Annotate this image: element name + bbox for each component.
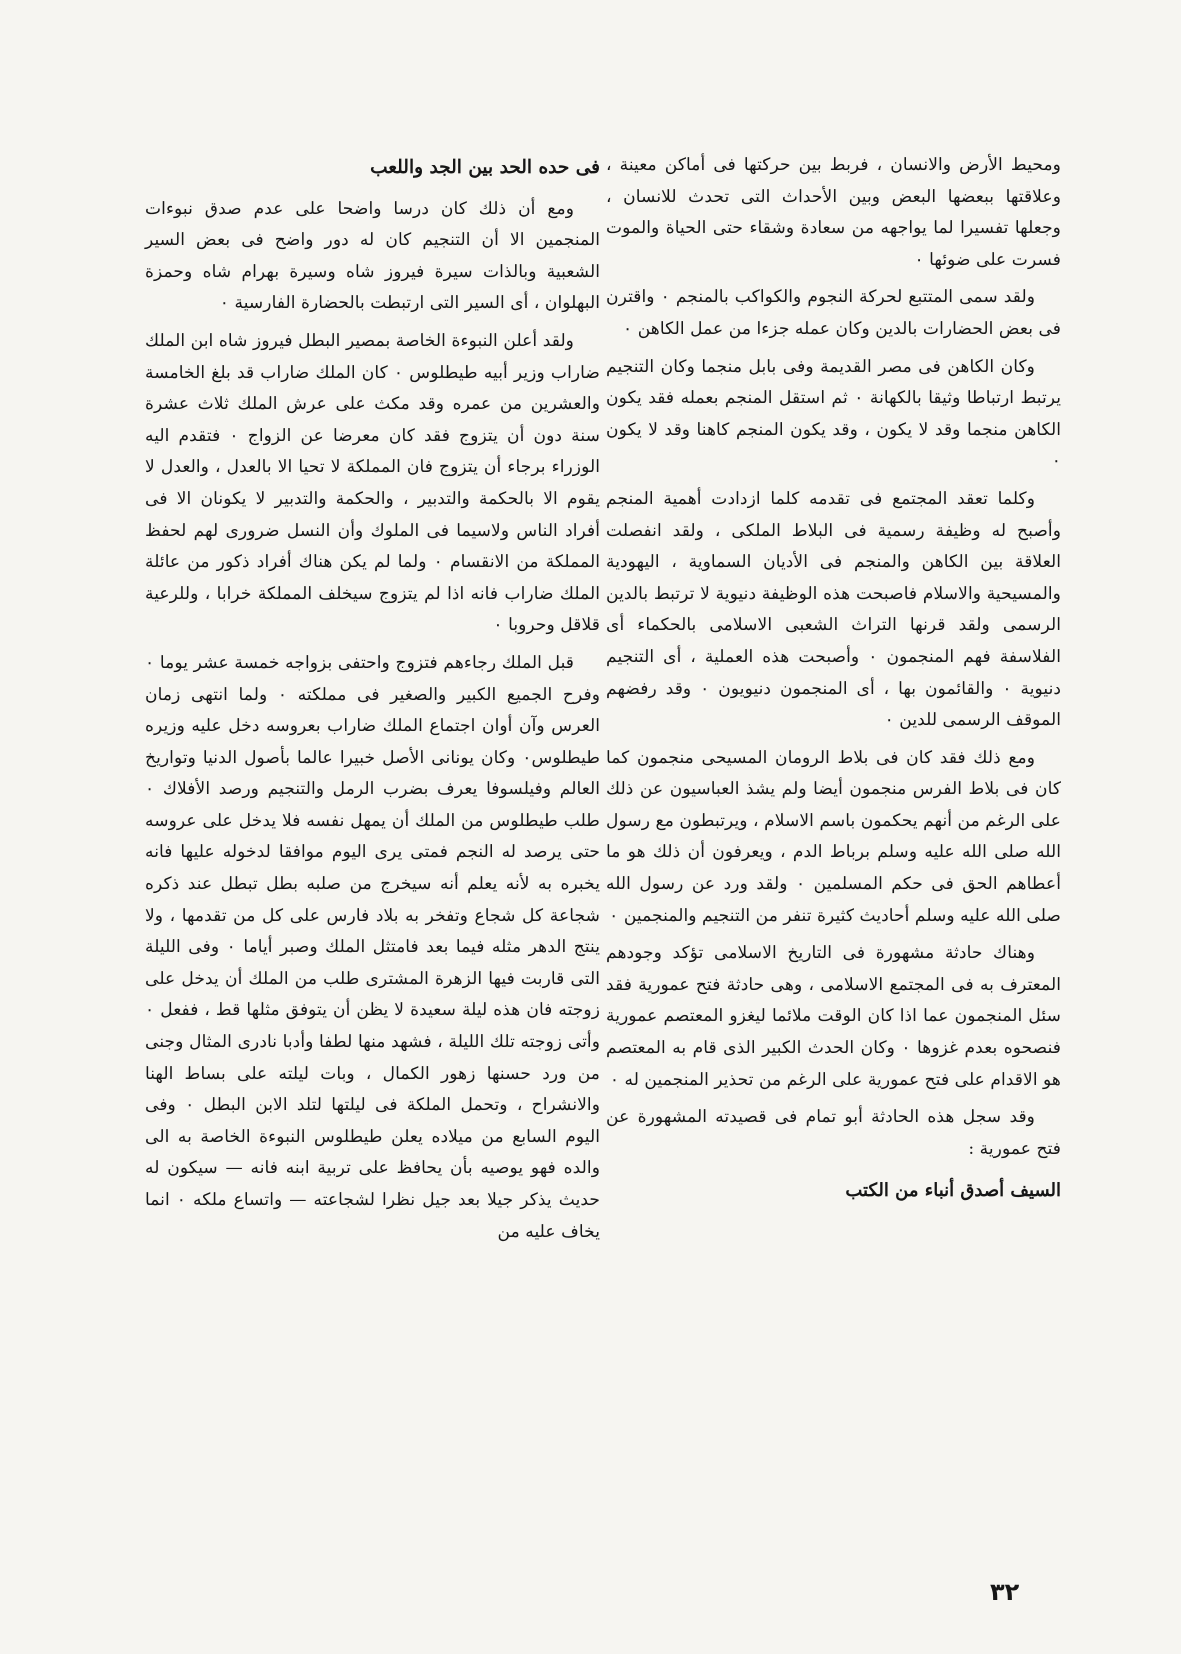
right-text-column	[606, 150, 1061, 1207]
page-number: ٣٢	[990, 1578, 1020, 1606]
paragraph: ومع أن ذلك كان درسا واضحا على عدم صدق نبوءات المنجمين الا أن التنجيم كان له دور واضح فى بعض السير الشعبية وبالذات سيرة فيروز شاه وسيرة بهرام شاه وحمزة البهلوان ، أى السير التى ارتبطت بالحضارة الفارسية ٠	[145, 198, 600, 314]
paragraph: وهناك حادثة مشهورة فى التاريخ الاسلامى تؤكد وجودهم المعترف به فى المجتمع الاسلامى ، وهى حادثة فتح عمورية فقد سئل المنجمون عما اذا كان الوقت ملائما ليغزو المعتصم عمورية فنصحوه بعدم غزوها ٠ وكان الحدث الكبير الذى قام به المعتصم هو الاقدام على فتح عمورية على الرغم من تحذير المنجمين له ٠	[606, 943, 1061, 1090]
paragraph: وكان الكاهن فى مصر القديمة وفى بابل منجما وكان التنجيم يرتبط ارتباطا وثيقا بالكهانة ٠ ثم استقل المنجم بعمله فقد يكون الكاهن منجما وقد لا يكون ، وقد يكون المنجم كاهنا وقد لا يكون ٠	[606, 356, 1062, 472]
paragraph: وكلما تعقد المجتمع فى تقدمه كلما ازدادت أهمية المنجم وأصبح له وظيفة رسمية فى البلاط الملكى ، ولقد انفصلت العلاقة بين الكاهن والمنجم فى الأديان السماوية ، اليهودية والمسيحية والاسلام فاصبحت هذه الوظيفة دنيوية لا ترتبط بالدين الرسمى ولقد قرنها التراث الشعبى الاسلامى بالحكماء أى الفلاسفة فهم المنجمون ٠ وأصبحت هذه العملية ، أى التنجيم دنيوية ٠ والقائمون بها ، أى المنجمون دنيويون ٠ وقد رفضهم الموقف الرسمى للدين ٠	[606, 488, 1062, 731]
section-heading: فى حده الحد بين الجد واللعب	[370, 157, 600, 178]
paragraph: ومحيط الأرض والانسان ، فربط بين حركتها فى أماكن معينة ، وعلاقتها ببعضها البعض وبين الأحداث التى تحدث للانسان ، وجعلها تفسيرا لما يواجهه من سعادة وشقاء حتى الحياة والموت فسرت على ضوئها ٠	[606, 155, 1061, 270]
paragraph: قبل الملك رجاءهم فتزوج واحتفى بزواجه خمسة عشر يوما ٠ وفرح الجميع الكبير والصغير فى مملكته ٠ ولما انتهى زمان العرس وآن أوان اجتماع الملك ضاراب بعروسه دخل عليه وزيره طيطلوس٠ وكان يونانى الأصل خبيرا عالما بأصول الدنيا وتواريخ العالم وفيلسوفا يعرف بضرب الرمل والتنجيم ورصد الأفلاك ٠ طلب طيطلوس من الملك أن يمهل نفسه فلا يدخل على عروسه حتى يرصد له النجم فمتى يرى اليوم موافقا لدخوله عليها فانه يخبره به لأنه يعلم أنه سيخرج من صلبه بطل تبطل عند ذكره شجاعة كل شجاع وتفخر به بلاد فارس على كل من تقدمها ، ولا ينتج الدهر مثله فيما بعد فامتثل الملك وصبر أياما ٠ وفى الليلة التى قاربت فيها الزهرة المشترى طلب من الملك أن يدخل على زوجته فان هذه ليلة سعيدة لا يظن أن يتوفق مثلها قط ، ففعل ٠ وأتى زوجته تلك الليلة ، فشهد منها لطفا وأدبا نادرى المثال وجنى من ورد حسنها زهور الكمال ، وبات ليلته على بساط الهنا والانشراح ، وتحمل الملكة فى ليلتها لتلد الابن البطل ٠ وفى اليوم السابع من ميلاده يعلن طيطلوس النبوءة الخاصة به الى والده فهو يوصيه بأن يحافظ على تربية ابنه فانه — سيكون له حديث يذكر جيلا بعد جيل نظرا لشجاعته — واتساع ملكه ٠ انما يخاف عليه من	[145, 652, 601, 1242]
paragraph: ولقد أعلن النبوءة الخاصة بمصير البطل فيروز شاه ابن الملك ضاراب وزير أبيه طيطلوس ٠ كان الملك ضاراب قد بلغ الخامسة والعشرين من عمره وقد مكث على عرش الملك ثلاث عشرة سنة دون أن يتزوج فقد كان معرضا عن الزواج ٠ فتقدم اليه الوزراء برجاء أن يتزوج فان المملكة لا تحيا الا بالعدل ، والعدل لا يقوم الا بالحكمة والتدبير ، والحكمة والتدبير لا يكونان الا فى أفراد الناس ولاسيما فى الملوك وأن النسل ضرورى لهم لحفظ المملكة من الانقسام ٠ ولما لم يكن هناك أفراد ذكور من عائلة الملك ضاراب فانه اذا لم يتزوج سيخلف المملكة خرابا ، وللرعية قلاقل وحروبا ٠	[145, 330, 600, 636]
paragraph: وقد سجل هذه الحادثة أبو تمام فى قصيدته المشهورة عن فتح عمورية :	[606, 1107, 1061, 1159]
poem-verse: السيف أصدق أنباء من الكتب	[845, 1180, 1061, 1202]
paragraph: ولقد سمى المتتبع لحركة النجوم والكواكب بالمنجم ٠ واقترن فى بعض الحضارات بالدين وكان عمله جزءا من عمل الكاهن ٠	[606, 287, 1061, 339]
paragraph: ومع ذلك فقد كان فى بلاط الرومان المسيحى منجمون كما كان فى بلاط الفرس منجمون أيضا ولم يشذ العباسيون عن ذلك على الرغم من أنهم يحكمون باسم الاسلام ، ويرتبطون مع رسول الله صلى الله عليه وسلم برباط الدم ، ويعرفون أن ذلك هو ما أعطاهم الحق فى حكم المسلمين ٠ ولقد ورد عن رسول الله صلى الله عليه وسلم أحاديث كثيرة تنفر من التنجيم والمنجمين ٠	[606, 747, 1061, 926]
left-text-column	[145, 150, 600, 1254]
